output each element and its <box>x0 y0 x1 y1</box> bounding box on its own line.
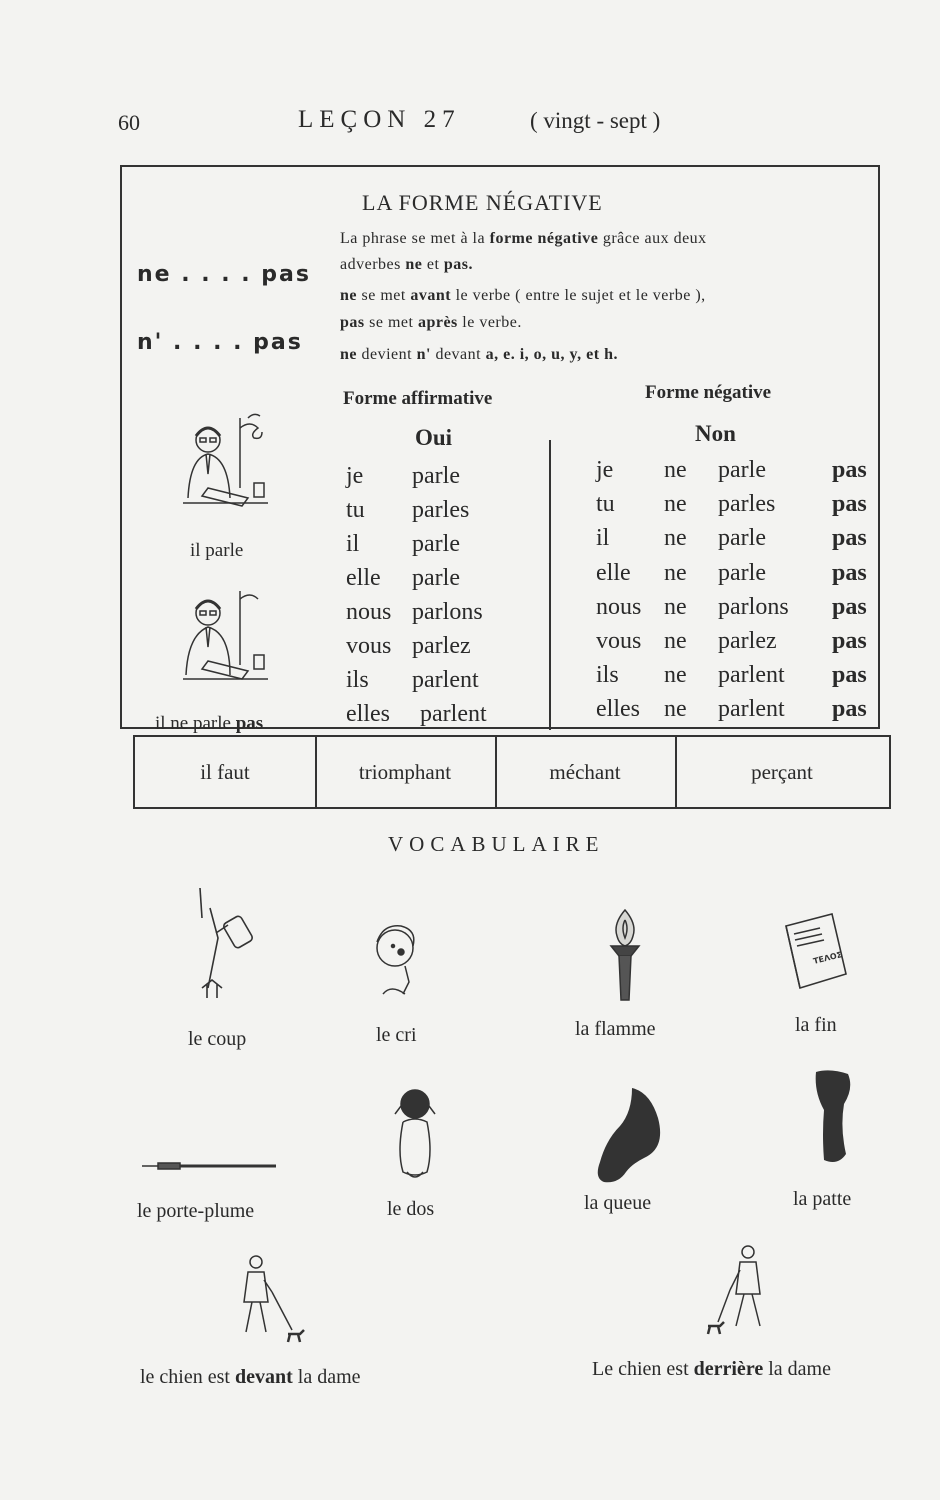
torch-flame-icon <box>605 906 645 1006</box>
affirm-verb: parlent <box>420 701 487 727</box>
il-parle-caption: il parle <box>190 540 244 561</box>
neg-pas: pas <box>832 662 867 688</box>
affirm-verb: parle <box>412 565 460 591</box>
book-end-icon <box>780 908 850 998</box>
n-pas-label: n' . . . . pas <box>137 330 303 355</box>
neg-subj: tu <box>596 491 615 517</box>
neg-ne: ne <box>664 628 687 654</box>
le-coup-label: le coup <box>188 1028 247 1050</box>
oui-label: Oui <box>415 425 453 450</box>
lesson-title: LEÇON 27 <box>298 106 461 133</box>
neg-verb: parlez <box>718 628 777 654</box>
word-triomphant: triomphant <box>315 737 497 807</box>
child-back-icon <box>385 1082 445 1192</box>
neg-pas: pas <box>832 594 867 620</box>
cat-tail-icon <box>592 1082 672 1192</box>
neg-pas: pas <box>832 696 867 722</box>
affirm-verb: parle <box>412 531 460 557</box>
neg-subj: nous <box>596 594 642 620</box>
grammar-heading: LA FORME NÉGATIVE <box>362 190 603 215</box>
neg-verb: parle <box>718 525 766 551</box>
affirm-verb: parlons <box>412 599 483 625</box>
book-text: ΤΕΛΟΣ <box>812 950 844 966</box>
affirm-subject: ils <box>346 667 369 693</box>
page-number: 60 <box>118 110 140 135</box>
rule-2: ne se met avant le verbe ( entre le sujet et le verbe ), <box>340 287 706 304</box>
la-flamme-label: la flamme <box>575 1018 656 1040</box>
le-cri-label: le cri <box>376 1024 417 1046</box>
neg-pas: pas <box>832 560 867 586</box>
conjugation-divider <box>549 440 551 730</box>
neg-pas: pas <box>832 457 867 483</box>
pen-holder-icon <box>140 1158 280 1174</box>
word-il-faut: il faut <box>135 737 317 807</box>
neg-verb: parlent <box>718 696 785 722</box>
neg-subj: je <box>596 457 614 483</box>
affirm-verb: parlez <box>412 633 471 659</box>
lady-dog-front-icon <box>232 1252 312 1347</box>
man-speaking-illustration <box>178 408 273 523</box>
neg-verb: parle <box>718 457 766 483</box>
word-row <box>133 735 891 809</box>
non-label: Non <box>695 421 736 446</box>
neg-ne: ne <box>664 594 687 620</box>
le-porte-plume-label: le porte-plume <box>137 1200 255 1222</box>
rule-4: ne devient n' devant a, e. i, o, u, y, et h. <box>340 346 618 363</box>
rule-1: La phrase se met à la forme négative grâce aux deux <box>340 230 707 247</box>
negative-heading: Forme négative <box>645 382 772 403</box>
affirm-subject: je <box>346 463 364 489</box>
neg-subj: ils <box>596 662 619 688</box>
neg-pas: pas <box>832 491 867 517</box>
ne-pas-label: ne . . . . pas <box>137 262 311 287</box>
word-percant: perçant <box>751 759 813 784</box>
neg-ne: ne <box>664 560 687 586</box>
neg-verb: parle <box>718 560 766 586</box>
la-queue-label: la queue <box>584 1192 652 1214</box>
neg-subj: elle <box>596 560 631 586</box>
rule-1-cont: adverbes ne et pas. <box>340 256 474 273</box>
hammer-blow-icon <box>190 888 265 1018</box>
affirm-verb: parles <box>412 497 470 523</box>
affirm-subject: elle <box>346 565 381 591</box>
affirm-verb: parle <box>412 463 460 489</box>
la-fin-label: la fin <box>795 1014 837 1036</box>
neg-verb: parlent <box>718 662 785 688</box>
neg-subj: il <box>596 525 610 551</box>
affirm-subject: vous <box>346 633 392 659</box>
affirm-subject: il <box>346 531 360 557</box>
man-silent-illustration <box>178 585 273 695</box>
neg-subj: elles <box>596 696 640 722</box>
lady-dog-behind-icon <box>700 1240 780 1340</box>
neg-ne: ne <box>664 525 687 551</box>
derriere-sentence: Le chien est derrière la dame <box>592 1358 831 1380</box>
vocabulary-title: VOCABULAIRE <box>388 832 605 856</box>
word-mechant: méchant <box>495 737 677 807</box>
lesson-subtitle: ( vingt - sept ) <box>530 108 661 133</box>
devant-sentence: le chien est devant la dame <box>140 1366 361 1388</box>
le-dos-label: le dos <box>387 1198 435 1220</box>
crying-child-icon <box>365 918 435 1013</box>
neg-ne: ne <box>664 491 687 517</box>
neg-ne: ne <box>664 457 687 483</box>
rule-3: pas se met après le verbe. <box>340 314 522 331</box>
il-ne-parle-pas-caption: il ne parle pas <box>155 713 264 734</box>
neg-subj: vous <box>596 628 642 654</box>
affirmative-heading: Forme affirmative <box>343 388 493 409</box>
affirm-subject: tu <box>346 497 365 523</box>
neg-ne: ne <box>664 696 687 722</box>
neg-pas: pas <box>832 525 867 551</box>
neg-verb: parles <box>718 491 776 517</box>
animal-leg-icon <box>808 1068 858 1168</box>
la-patte-label: la patte <box>793 1188 852 1210</box>
neg-verb: parlons <box>718 594 789 620</box>
affirm-subject: elles <box>346 701 390 727</box>
affirm-subject: nous <box>346 599 392 625</box>
affirm-verb: parlent <box>412 667 479 693</box>
neg-pas: pas <box>832 628 867 654</box>
neg-ne: ne <box>664 662 687 688</box>
